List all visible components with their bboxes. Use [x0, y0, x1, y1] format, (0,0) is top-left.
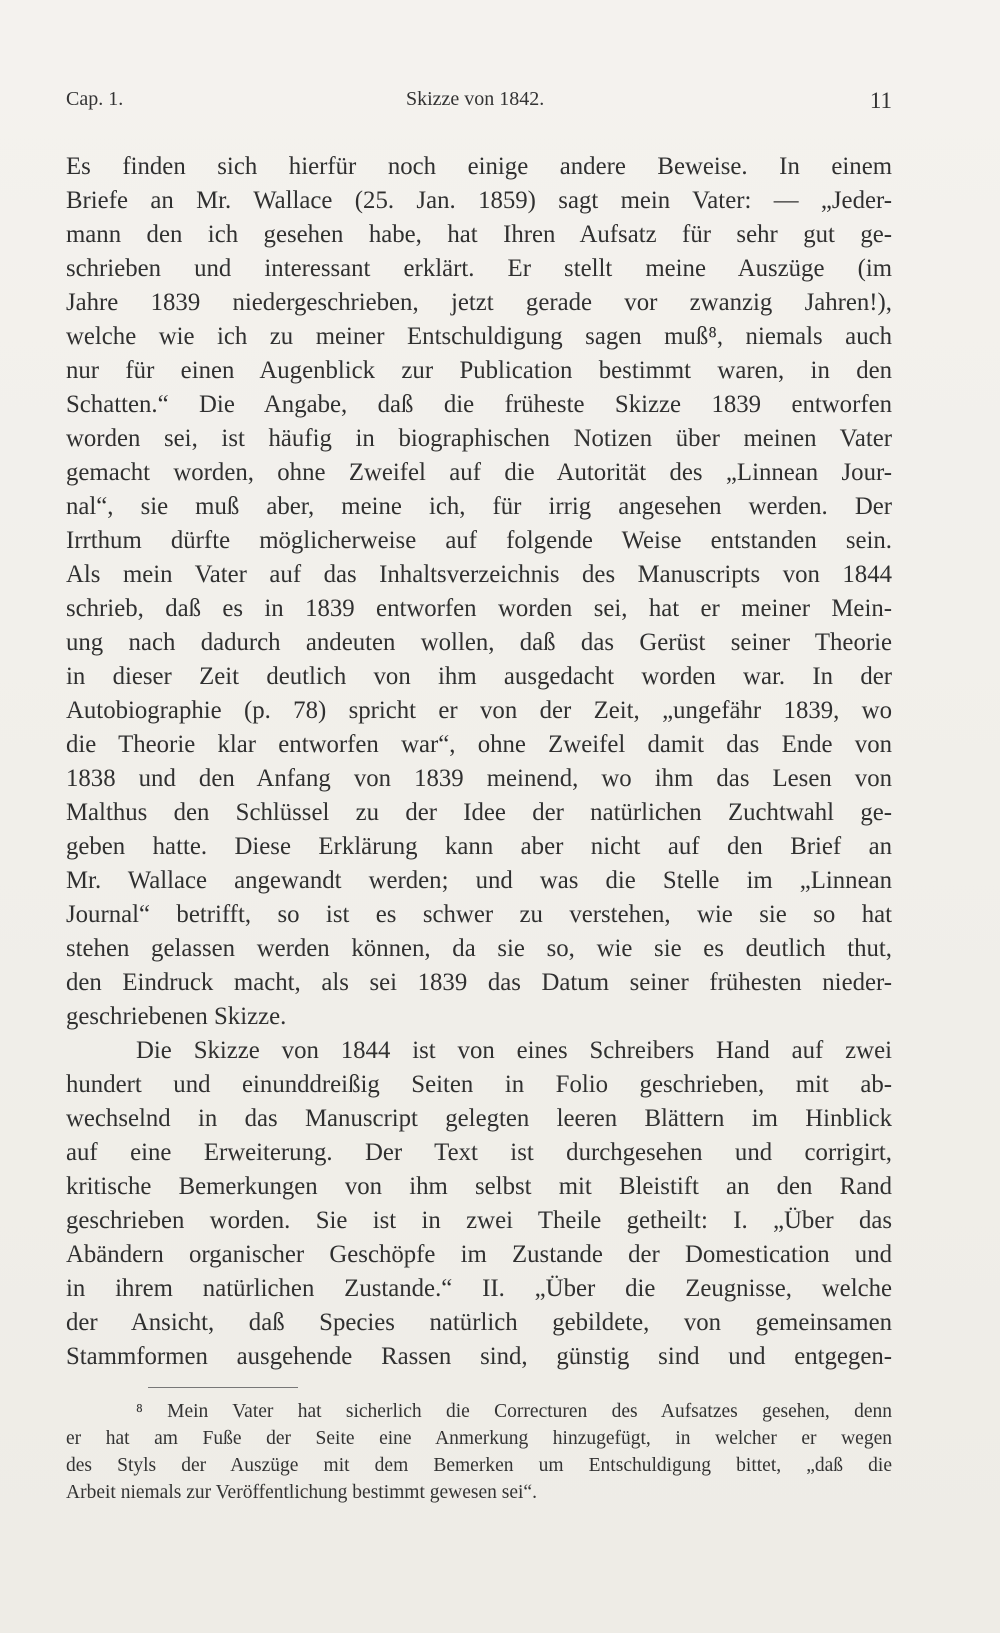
- text-line: stehen gelassen werden können, da sie so, wie sie es deutlich thut,: [66, 935, 892, 962]
- text-line: Schatten.“ Die Angabe, daß die früheste Skizze 1839 entworfen: [66, 391, 892, 418]
- body-text: [66, 150, 892, 1374]
- text-line: mann den ich gesehen habe, hat Ihren Aufsatz für sehr gut ge-: [66, 221, 892, 248]
- running-title: Skizze von 1842.: [406, 88, 545, 110]
- text-line: 1838 und den Anfang von 1839 meinend, wo ihm das Lesen von: [66, 765, 892, 792]
- text-line: Abändern organischer Geschöpfe im Zustande der Domestication und: [66, 1241, 892, 1268]
- text-line: den Eindruck macht, als sei 1839 das Datum seiner frühesten nieder-: [66, 969, 892, 996]
- text-line: in ihrem natürlichen Zustande.“ II. „Über die Zeugnisse, welche: [66, 1275, 892, 1302]
- text-line: nur für einen Augenblick zur Publication bestimmt waren, in den: [66, 357, 892, 384]
- text-line: die Theorie klar entworfen war“, ohne Zweifel damit das Ende von: [66, 731, 892, 758]
- text-line: Die Skizze von 1844 ist von eines Schreibers Hand auf zwei: [136, 1037, 892, 1064]
- text-line: Autobiographie (p. 78) spricht er von der Zeit, „ungefähr 1839, wo: [66, 697, 892, 724]
- footnote-line: ⁸ Mein Vater hat sicherlich die Correcturen des Aufsatzes gesehen, denn: [136, 1401, 892, 1422]
- text-line: in dieser Zeit deutlich von ihm ausgedacht worden war. In der: [66, 663, 892, 690]
- text-line: Journal“ betrifft, so ist es schwer zu verstehen, wie sie so hat: [66, 901, 892, 928]
- text-line: schrieb, daß es in 1839 entworfen worden sei, hat er meiner Mein-: [66, 595, 892, 622]
- text-line: worden sei, ist häufig in biographischen Notizen über meinen Vater: [66, 425, 892, 452]
- text-line: auf eine Erweiterung. Der Text ist durchgesehen und corrigirt,: [66, 1139, 892, 1166]
- running-header: [66, 88, 892, 118]
- footnotes: [66, 1398, 892, 1506]
- footnote-line: er hat am Fuße der Seite eine Anmerkung hinzugefügt, in welcher er wegen: [66, 1428, 892, 1449]
- text-line: kritische Bemerkungen von ihm selbst mit Bleistift an den Rand: [66, 1173, 892, 1200]
- text-line: Briefe an Mr. Wallace (25. Jan. 1859) sagt mein Vater: — „Jeder-: [66, 187, 892, 214]
- text-line: wechselnd in das Manuscript gelegten leeren Blättern im Hinblick: [66, 1105, 892, 1132]
- footnote-line: Arbeit niemals zur Veröffentlichung bestimmt gewesen sei“.: [66, 1482, 537, 1503]
- text-line: geschrieben worden. Sie ist in zwei Theile getheilt: I. „Über das: [66, 1207, 892, 1234]
- text-line: der Ansicht, daß Species natürlich gebildete, von gemeinsamen: [66, 1309, 892, 1336]
- footnote-line: des Styls der Auszüge mit dem Bemerken um Entschuldigung bittet, „daß die: [66, 1455, 892, 1476]
- text-line: Es finden sich hierfür noch einige andere Beweise. In einem: [66, 153, 892, 180]
- text-line: geben hatte. Diese Erklärung kann aber nicht auf den Brief an: [66, 833, 892, 860]
- text-line: Als mein Vater auf das Inhaltsverzeichnis des Manuscripts von 1844: [66, 561, 892, 588]
- text-line: nal“, sie muß aber, meine ich, für irrig angesehen werden. Der: [66, 493, 892, 520]
- text-line: hundert und einunddreißig Seiten in Folio geschrieben, mit ab-: [66, 1071, 892, 1098]
- text-line: Mr. Wallace angewandt werden; und was die Stelle im „Linnean: [66, 867, 892, 894]
- text-line: schrieben und interessant erklärt. Er stellt meine Auszüge (im: [66, 255, 892, 282]
- chapter-label: Cap. 1.: [66, 88, 124, 110]
- text-line: gemacht worden, ohne Zweifel auf die Autorität des „Linnean Jour-: [66, 459, 892, 486]
- text-line: ung nach dadurch andeuten wollen, daß das Gerüst seiner Theorie: [66, 629, 892, 656]
- text-line: Jahre 1839 niedergeschrieben, jetzt gerade vor zwanzig Jahren!),: [66, 289, 892, 316]
- text-line: welche wie ich zu meiner Entschuldigung sagen muß⁸, niemals auch: [66, 323, 892, 350]
- page-number: 11: [869, 88, 892, 113]
- text-line: geschriebenen Skizze.: [66, 1003, 287, 1030]
- text-line: Stammformen ausgehende Rassen sind, günstig sind und entgegen-: [66, 1343, 892, 1370]
- text-line: Malthus den Schlüssel zu der Idee der natürlichen Zuchtwahl ge-: [66, 799, 892, 826]
- text-line: Irrthum dürfte möglicherweise auf folgende Weise entstanden sein.: [66, 527, 892, 554]
- footnote-rule: [148, 1387, 298, 1388]
